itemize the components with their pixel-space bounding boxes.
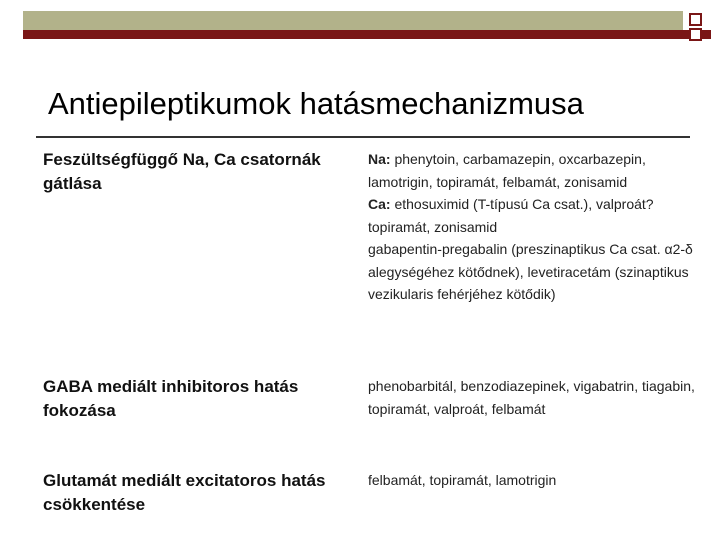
mechanism-label: Feszültségfüggő Na, Ca csatornák gátlása: [43, 150, 321, 193]
drug-entry: [368, 193, 698, 238]
entry-text: phenytoin, carbamazepin, oxcarbazepin, lamotrigin, topiramát, felbamát, zonisamid: [368, 151, 646, 190]
drug-list: [368, 469, 698, 492]
mechanism-label: Glutamát mediált excitatoros hatás csökkentése: [43, 471, 326, 514]
drug-list: [368, 375, 698, 420]
entry-key: Ca:: [368, 196, 391, 212]
entry-text: felbamát, topiramát, lamotrigin: [368, 472, 557, 488]
entry-text: ethosuximid (T-típusú Ca csat.), valproát? topiramát, zonisamid: [368, 196, 654, 235]
entry-key: Na:: [368, 151, 391, 167]
header-band: [23, 11, 683, 30]
corner-square-top: [689, 13, 702, 26]
entry-text: gabapentin-pregabalin (preszinaptikus Ca csat. α2-δ alegységéhez kötődnek), levetiracetám (szinaptikus vezikularis fehérjéhez kötődik): [368, 241, 693, 302]
entry-text: phenobarbitál, benzodiazepinek, vigabatrin, tiagabin, topiramát, valproát, felbamát: [368, 378, 695, 417]
title-underline: [36, 136, 690, 138]
header-rule: [23, 30, 711, 39]
drug-list: [368, 148, 698, 306]
drug-entry: [368, 148, 698, 193]
drug-entry: [368, 238, 698, 306]
corner-square-bottom: [689, 28, 702, 41]
mechanism-label: GABA mediált inhibitoros hatás fokozása: [43, 377, 299, 420]
slide-title: Antiepileptikumok hatásmechanizmusa: [48, 86, 584, 121]
drug-entry: [368, 375, 698, 420]
drug-entry: [368, 469, 698, 492]
